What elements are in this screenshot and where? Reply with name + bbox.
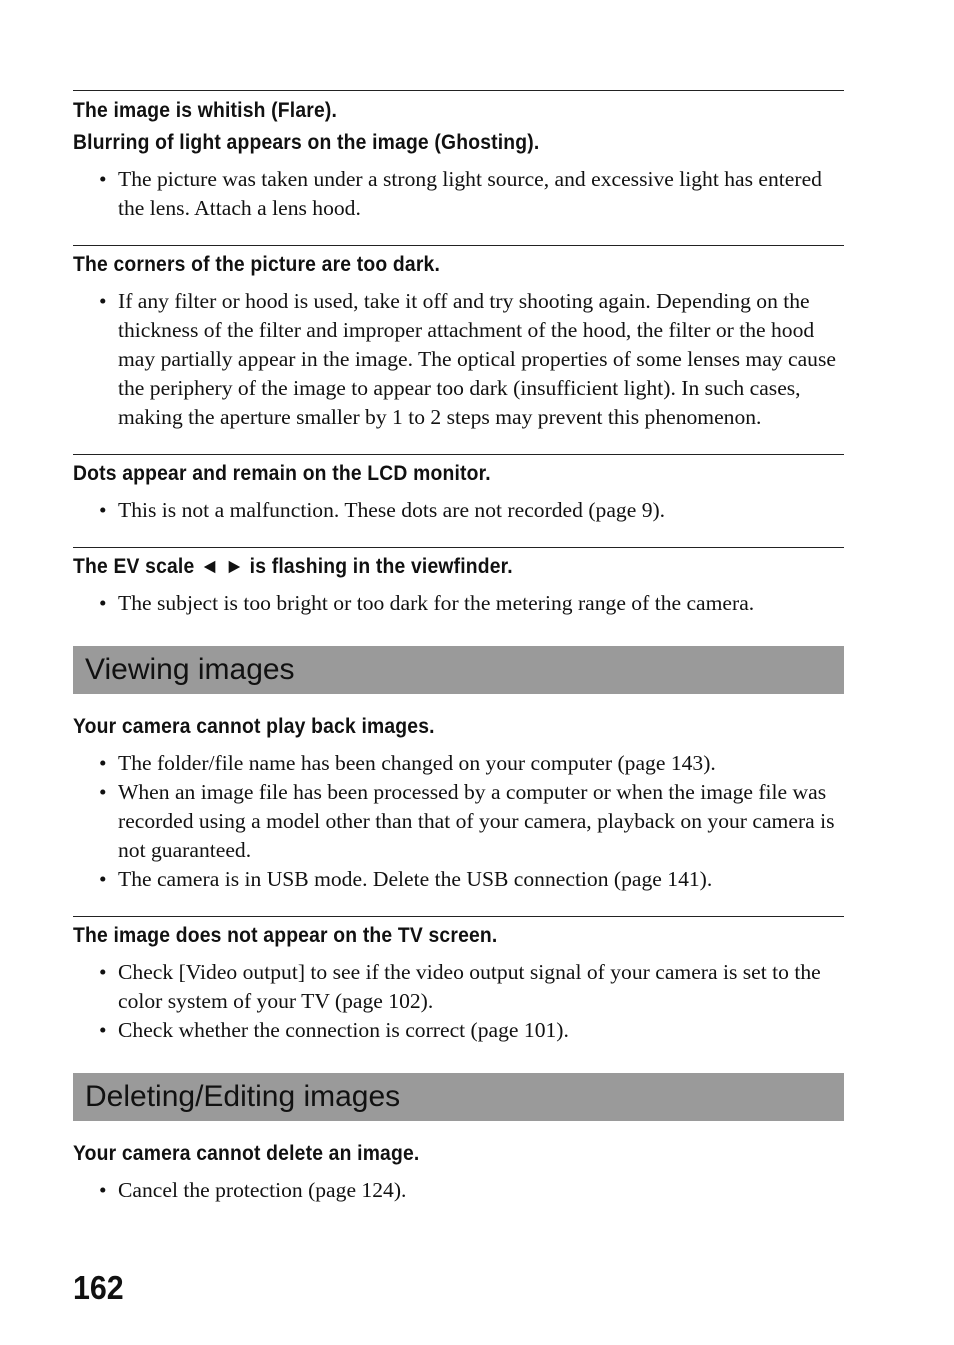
list-item	[73, 749, 844, 778]
bullet-text: The camera is in USB mode. Delete the USB connection (page 141).	[118, 867, 713, 891]
entry-title: The EV scale ◄ ► is flashing in the viewfinder.	[73, 555, 513, 578]
bullet-glyph: •	[99, 167, 107, 191]
troubleshoot-entry-flare	[73, 91, 844, 223]
troubleshoot-entry-no-tv-image	[73, 917, 844, 1045]
entry-title: The image is whitish (Flare).	[73, 99, 338, 122]
bullet-glyph: •	[99, 751, 107, 775]
bullet-text: Check [Video output] to see if the video output signal of your camera is set to the color system of your TV (page 102).	[118, 960, 821, 1013]
list-item	[73, 589, 844, 618]
entry-title: The corners of the picture are too dark.	[73, 253, 441, 276]
list-item	[73, 865, 844, 894]
bullet-text: Check whether the connection is correct (page 101).	[118, 1018, 569, 1042]
manual-page	[73, 90, 844, 1205]
bullet-glyph: •	[99, 289, 107, 313]
bullet-text: If any filter or hood is used, take it off and try shooting again. Depending on the thickness of the filter and improper attachment of the hood, the filter or the hood may partially appear in the image. The optical properties of some lenses may cause the periphery of the image to appear too dark (insufficient light). In such cases, making the aperture smaller by 1 to 2 steps may prevent this phenomenon.	[118, 289, 836, 429]
bullet-text: The folder/file name has been changed on your computer (page 143).	[118, 751, 716, 775]
bullet-text: The picture was taken under a strong light source, and excessive light has entered the lens. Attach a lens hood.	[118, 167, 822, 220]
list-item	[73, 778, 844, 865]
troubleshoot-entry-dark-corners	[73, 246, 844, 432]
troubleshoot-entry-cannot-delete	[73, 1121, 844, 1205]
list-item	[73, 165, 844, 223]
bullet-text: The subject is too bright or too dark for the metering range of the camera.	[118, 591, 755, 615]
section-heading-viewing-images: Viewing images	[73, 646, 844, 694]
bullet-text: When an image file has been processed by a computer or when the image file was recorded using a model other than that of your camera, playback on your camera is not guaranteed.	[118, 780, 835, 862]
bullet-text: Cancel the protection (page 124).	[118, 1178, 407, 1202]
troubleshoot-entry-lcd-dots	[73, 455, 844, 525]
list-item	[73, 958, 844, 1016]
bullet-glyph: •	[99, 867, 107, 891]
bullet-glyph: •	[99, 780, 107, 804]
troubleshoot-entry-ev-scale	[73, 548, 844, 618]
list-item	[73, 496, 844, 525]
entry-title: Blurring of light appears on the image (Ghosting).	[73, 131, 540, 154]
list-item	[73, 1016, 844, 1045]
bullet-glyph: •	[99, 498, 107, 522]
bullet-glyph: •	[99, 1178, 107, 1202]
bullet-glyph: •	[99, 960, 107, 984]
troubleshoot-entry-no-playback	[73, 694, 844, 894]
entry-title: The image does not appear on the TV screen.	[73, 924, 498, 947]
entry-title: Your camera cannot play back images.	[73, 715, 435, 738]
list-item	[73, 1176, 844, 1205]
list-item	[73, 287, 844, 432]
bullet-glyph: •	[99, 591, 107, 615]
entry-title: Dots appear and remain on the LCD monitor.	[73, 462, 491, 485]
section-heading-deleting-editing-images: Deleting/Editing images	[73, 1073, 844, 1121]
bullet-text: This is not a malfunction. These dots are not recorded (page 9).	[118, 498, 666, 522]
bullet-glyph: •	[99, 1018, 107, 1042]
entry-title: Your camera cannot delete an image.	[73, 1142, 420, 1165]
page-number: 162	[73, 1269, 124, 1306]
